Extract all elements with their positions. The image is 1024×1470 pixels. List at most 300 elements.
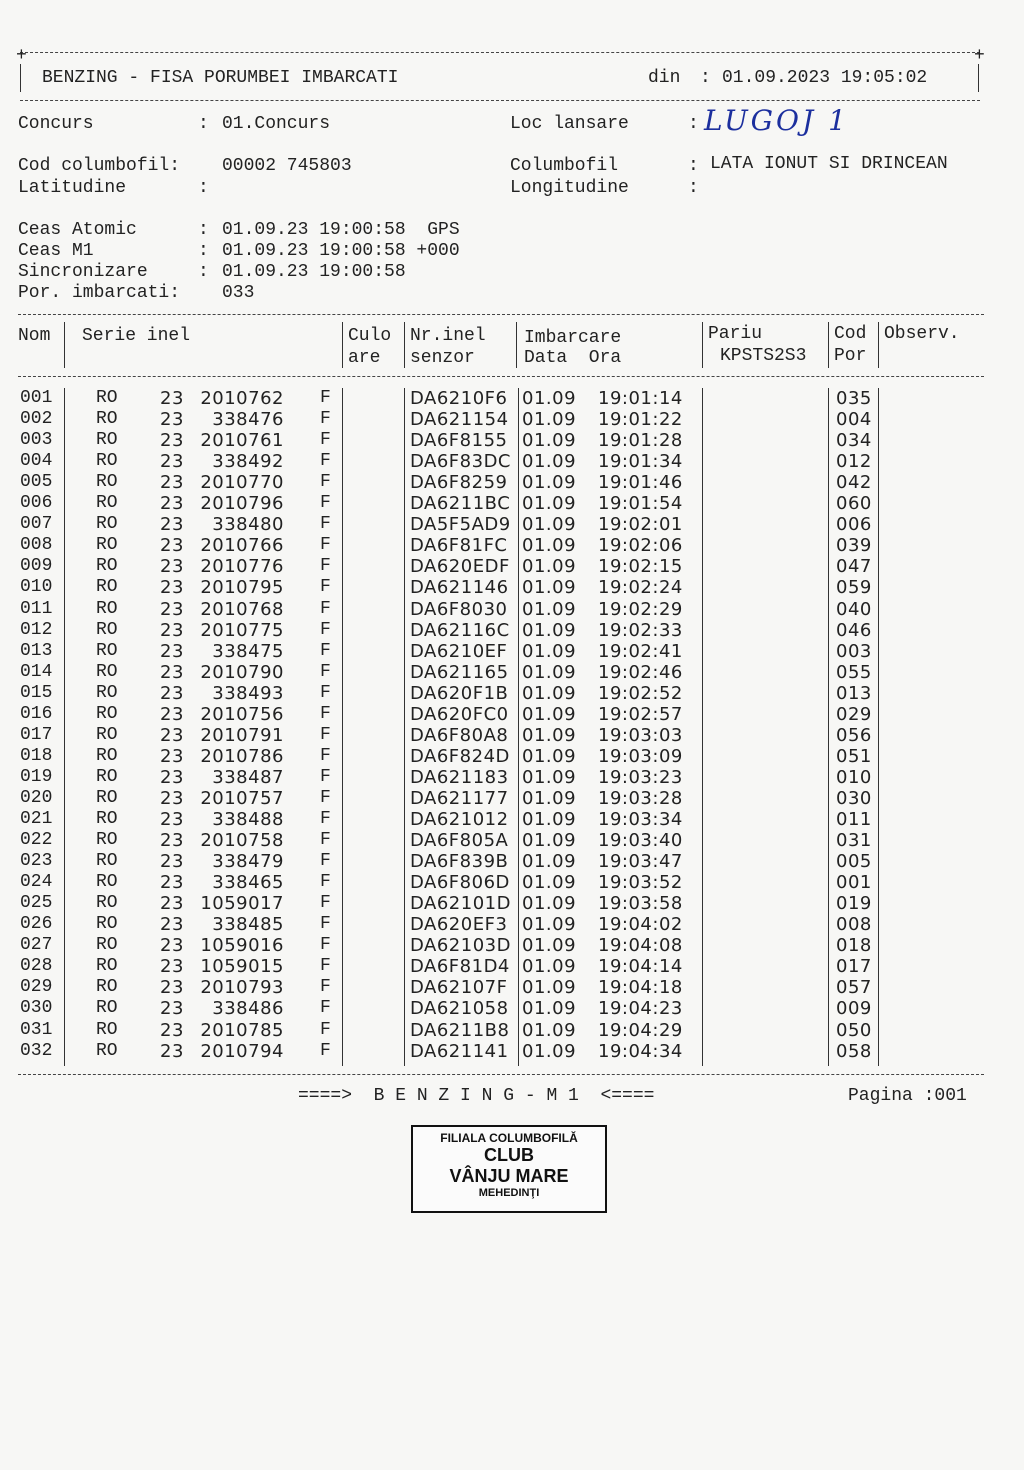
cell-nom: 029 — [20, 977, 53, 998]
th-observ: Observ. — [884, 324, 960, 344]
cell-country: RO — [96, 577, 118, 598]
table-top-rule — [18, 314, 984, 315]
cell-year: 23 — [160, 493, 184, 515]
columbofil-label: Columbofil — [510, 156, 619, 176]
cell-sensor: DA6211B8 — [410, 1019, 510, 1041]
col-sep — [828, 388, 829, 1066]
cell-cod: 019 — [836, 893, 872, 915]
footer-banner: ====> B E N Z I N G - M 1 <==== — [298, 1086, 655, 1106]
cell-ora: 19:03:34 — [598, 809, 683, 830]
cell-ora: 19:01:28 — [598, 430, 683, 452]
report-title: BENZING - FISA PORUMBEI IMBARCATI — [42, 68, 399, 88]
cell-nom: 010 — [20, 577, 53, 598]
cell-nom: 022 — [20, 830, 53, 851]
cell-ora: 19:02:33 — [598, 619, 683, 641]
cell-ora: 19:04:14 — [598, 956, 683, 978]
cell-sex: F — [320, 577, 331, 598]
cell-data: 01.09 — [522, 935, 577, 957]
cell-nom: 027 — [20, 935, 53, 956]
cell-year: 23 — [160, 598, 184, 620]
cell-cod: 004 — [836, 409, 872, 431]
cell-sex: F — [320, 787, 331, 808]
cell-data: 01.09 — [522, 724, 577, 746]
cell-sensor: DA621183 — [410, 766, 509, 788]
cell-country: RO — [96, 598, 118, 619]
cell-nom: 025 — [20, 893, 53, 914]
colon: : — [688, 178, 699, 198]
cell-ora: 19:02:15 — [598, 556, 683, 578]
cell-year: 23 — [160, 935, 184, 957]
cell-year: 23 — [160, 619, 184, 641]
cell-country: RO — [96, 956, 118, 977]
cell-year: 23 — [160, 703, 184, 725]
cell-sex: F — [320, 872, 331, 893]
col-sep — [404, 388, 405, 1066]
cell-nom: 024 — [20, 872, 53, 893]
cell-sex: F — [320, 619, 331, 640]
cell-country: RO — [96, 787, 118, 808]
cell-nom: 001 — [20, 388, 53, 408]
cell-ora: 19:04:02 — [598, 914, 683, 936]
cell-sensor: DA6F8155 — [410, 430, 508, 452]
loc-lansare-label: Loc lansare — [510, 114, 629, 134]
ceas-m1-value: 01.09.23 19:00:58 +000 — [222, 241, 460, 261]
cell-data: 01.09 — [522, 977, 577, 999]
col-sep — [828, 322, 829, 368]
cell-ring: 338487 — [212, 766, 284, 788]
cell-cod: 010 — [836, 766, 872, 788]
cell-nom: 008 — [20, 535, 53, 556]
cell-data: 01.09 — [522, 577, 577, 599]
cell-data: 01.09 — [522, 493, 577, 515]
cell-ora: 19:03:28 — [598, 787, 683, 809]
corner-plus: + — [16, 46, 27, 66]
cell-sensor: DA6F80A8 — [410, 724, 509, 746]
cell-sensor: DA621141 — [410, 1040, 509, 1062]
cell-data: 01.09 — [522, 598, 577, 620]
cell-data: 01.09 — [522, 745, 577, 767]
cell-country: RO — [96, 851, 118, 872]
cell-cod: 035 — [836, 388, 872, 409]
cell-sex: F — [320, 724, 331, 745]
cell-nom: 013 — [20, 640, 53, 661]
colon: : — [688, 114, 699, 134]
club-stamp — [411, 1125, 607, 1213]
cell-country: RO — [96, 935, 118, 956]
cell-country: RO — [96, 998, 118, 1019]
cell-nom: 009 — [20, 556, 53, 577]
cell-data: 01.09 — [522, 830, 577, 852]
cell-year: 23 — [160, 577, 184, 599]
cell-sensor: DA6F824D — [410, 745, 510, 767]
cell-ora: 19:01:34 — [598, 451, 683, 473]
cell-year: 23 — [160, 872, 184, 894]
cell-nom: 016 — [20, 703, 53, 724]
col-sep — [702, 388, 703, 1066]
cell-ring: 2010756 — [200, 703, 284, 725]
colon: : — [198, 262, 209, 282]
stamp-line-4: MEHEDINŢI — [478, 1187, 540, 1199]
cell-data: 01.09 — [522, 535, 577, 557]
cell-ora: 19:01:46 — [598, 472, 683, 494]
cell-sex: F — [320, 766, 331, 787]
cell-ring: 2010791 — [200, 724, 284, 746]
cell-ring: 2010757 — [200, 787, 284, 809]
cell-data: 01.09 — [522, 1019, 577, 1041]
cell-sex: F — [320, 809, 331, 829]
cell-year: 23 — [160, 998, 184, 1020]
cell-sensor: DA6F81FC — [410, 535, 508, 557]
col-sep — [516, 322, 517, 368]
cell-nom: 004 — [20, 451, 53, 472]
cell-country: RO — [96, 766, 118, 787]
cell-data: 01.09 — [522, 703, 577, 725]
cell-country: RO — [96, 514, 118, 535]
cell-data: 01.09 — [522, 556, 577, 578]
cell-ring: 2010762 — [200, 388, 284, 409]
cell-sensor: DA6211BC — [410, 493, 511, 515]
cell-ring: 2010766 — [200, 535, 284, 557]
cell-cod: 034 — [836, 430, 872, 452]
cell-data: 01.09 — [522, 787, 577, 809]
cell-ora: 19:04:08 — [598, 935, 683, 957]
cell-country: RO — [96, 703, 118, 724]
cell-sensor: DA620EDF — [410, 556, 510, 578]
cell-ora: 19:03:23 — [598, 766, 683, 788]
cell-year: 23 — [160, 893, 184, 915]
cell-cod: 018 — [836, 935, 872, 957]
cell-ora: 19:02:52 — [598, 682, 683, 704]
cell-sex: F — [320, 514, 331, 535]
cell-year: 23 — [160, 430, 184, 452]
table-bottom-rule — [18, 1074, 984, 1075]
cell-sensor: DA6F81D4 — [410, 956, 510, 978]
col-sep — [64, 322, 65, 368]
concurs-label: Concurs — [18, 114, 94, 134]
header-top-rule — [20, 52, 980, 53]
cell-country: RO — [96, 809, 118, 829]
cell-year: 23 — [160, 535, 184, 557]
table-header-rule — [18, 376, 984, 377]
cell-data: 01.09 — [522, 956, 577, 978]
cell-ora: 19:03:40 — [598, 830, 683, 852]
cell-ora: 19:02:06 — [598, 535, 683, 557]
cell-ring: 1059015 — [200, 956, 284, 978]
cell-cod: 012 — [836, 451, 872, 473]
th-pariu-2: KPSTS2S3 — [720, 346, 807, 366]
cell-ring: 2010770 — [200, 472, 284, 494]
cell-nom: 026 — [20, 914, 53, 935]
cell-data: 01.09 — [522, 682, 577, 704]
cell-ring: 2010785 — [200, 1019, 284, 1041]
page-number: Pagina :001 — [848, 1086, 967, 1106]
cell-ring: 2010796 — [200, 493, 284, 515]
colon: : — [198, 241, 209, 261]
cell-ora: 19:02:46 — [598, 661, 683, 683]
cell-data: 01.09 — [522, 998, 577, 1020]
cell-nom: 002 — [20, 409, 53, 430]
cell-sex: F — [320, 409, 331, 430]
cell-nom: 021 — [20, 809, 53, 829]
cell-cod: 039 — [836, 535, 872, 557]
cell-sensor: DA6F83DC — [410, 451, 511, 473]
cell-data: 01.09 — [522, 640, 577, 662]
cell-nom: 028 — [20, 956, 53, 977]
col-sep — [342, 322, 343, 368]
col-sep — [64, 388, 65, 1066]
cell-nom: 017 — [20, 724, 53, 745]
cell-ring: 2010794 — [200, 1040, 284, 1062]
cell-year: 23 — [160, 640, 184, 662]
cell-sensor: DA620F1B — [410, 682, 509, 704]
cell-ring: 338479 — [212, 851, 284, 873]
header-left-border — [20, 64, 21, 92]
th-culoare-2: are — [348, 348, 381, 368]
cell-country: RO — [96, 535, 118, 556]
cell-sensor: DA62116C — [410, 619, 510, 641]
cell-cod: 017 — [836, 956, 872, 978]
cell-ora: 19:02:57 — [598, 703, 683, 725]
cell-ora: 19:02:24 — [598, 577, 683, 599]
report-date: 01.09.2023 19:05:02 — [722, 68, 928, 88]
cell-data: 01.09 — [522, 472, 577, 494]
ceas-atomic-value: 01.09.23 19:00:58 GPS — [222, 220, 460, 240]
header-right-border — [978, 64, 979, 92]
cod-columbofil-label: Cod columbofil: — [18, 156, 181, 176]
cell-data: 01.09 — [522, 914, 577, 936]
cell-ring: 338492 — [212, 451, 284, 473]
cell-country: RO — [96, 556, 118, 577]
cell-sensor: DA6210EF — [410, 640, 508, 662]
cell-cod: 009 — [836, 998, 872, 1020]
cell-ora: 19:04:29 — [598, 1019, 683, 1041]
col-sep — [518, 388, 519, 1066]
cell-data: 01.09 — [522, 430, 577, 452]
cell-nom: 020 — [20, 787, 53, 808]
date-colon: : — [700, 68, 711, 88]
cell-sensor: DA620FC0 — [410, 703, 509, 725]
cell-sex: F — [320, 935, 331, 956]
colon: : — [198, 114, 209, 134]
cell-ring: 338475 — [212, 640, 284, 662]
cell-data: 01.09 — [522, 451, 577, 473]
cell-sensor: DA6F805A — [410, 830, 509, 852]
cell-sex: F — [320, 682, 331, 703]
stamp-line-1: FILIALA COLUMBOFILĂ — [440, 1131, 578, 1145]
cell-cod: 060 — [836, 493, 872, 515]
th-cod-2: Por — [834, 346, 867, 366]
cell-cod: 001 — [836, 872, 872, 894]
cell-cod: 042 — [836, 472, 872, 494]
cell-ora: 19:02:01 — [598, 514, 683, 536]
cell-ora: 19:01:22 — [598, 409, 683, 431]
cell-ring: 2010795 — [200, 577, 284, 599]
cell-nom: 018 — [20, 745, 53, 766]
cell-ring: 338480 — [212, 514, 284, 536]
th-nr-inel-1: Nr.inel — [410, 326, 486, 346]
ceas-atomic-label: Ceas Atomic — [18, 220, 137, 240]
cell-data: 01.09 — [522, 851, 577, 873]
cell-ring: 1059016 — [200, 935, 284, 957]
col-sep — [404, 322, 405, 368]
cell-country: RO — [96, 977, 118, 998]
cell-nom: 006 — [20, 493, 53, 514]
cell-cod: 030 — [836, 787, 872, 809]
cell-sensor: DA6F8030 — [410, 598, 508, 620]
cell-year: 23 — [160, 914, 184, 936]
cell-ring: 2010761 — [200, 430, 284, 452]
por-imbarcati-value: 033 — [222, 283, 255, 303]
cell-ora: 19:03:52 — [598, 872, 683, 894]
cell-data: 01.09 — [522, 514, 577, 536]
cell-nom: 031 — [20, 1019, 53, 1040]
cod-columbofil-value: 00002 745803 — [222, 156, 352, 176]
cell-data: 01.09 — [522, 893, 577, 915]
cell-year: 23 — [160, 514, 184, 536]
cell-cod: 046 — [836, 619, 872, 641]
cell-sex: F — [320, 998, 331, 1019]
sincronizare-value: 01.09.23 19:00:58 — [222, 262, 406, 282]
cell-year: 23 — [160, 409, 184, 431]
cell-sensor: DA621177 — [410, 787, 509, 809]
cell-sensor: DA621058 — [410, 998, 509, 1020]
cell-year: 23 — [160, 766, 184, 788]
cell-sensor: DA621165 — [410, 661, 509, 683]
cell-sex: F — [320, 493, 331, 514]
cell-sex: F — [320, 388, 331, 408]
cell-sex: F — [320, 556, 331, 577]
cell-year: 23 — [160, 1019, 184, 1041]
cell-sex: F — [320, 1019, 331, 1040]
cell-country: RO — [96, 1040, 118, 1061]
cell-sex: F — [320, 893, 331, 914]
stamp-line-3: VÂNJU MARE — [449, 1166, 569, 1186]
cell-cod: 055 — [836, 661, 872, 683]
cell-sex: F — [320, 1040, 331, 1061]
cell-cod: 040 — [836, 598, 872, 620]
cell-year: 23 — [160, 556, 184, 578]
cell-ring: 2010786 — [200, 745, 284, 767]
cell-cod: 056 — [836, 724, 872, 746]
cell-year: 23 — [160, 830, 184, 852]
cell-country: RO — [96, 619, 118, 640]
longitudine-label: Longitudine — [510, 178, 629, 198]
cell-sensor: DA6F8259 — [410, 472, 508, 494]
cell-sex: F — [320, 745, 331, 766]
cell-cod: 005 — [836, 851, 872, 873]
cell-sensor: DA62103D — [410, 935, 511, 957]
cell-data: 01.09 — [522, 872, 577, 894]
cell-country: RO — [96, 893, 118, 914]
cell-cod: 031 — [836, 830, 872, 852]
cell-year: 23 — [160, 745, 184, 767]
cell-sensor: DA6F839B — [410, 851, 509, 873]
cell-ring: 2010775 — [200, 619, 284, 641]
cell-sensor: DA6210F6 — [410, 388, 508, 409]
cell-sensor: DA621012 — [410, 809, 509, 830]
cell-year: 23 — [160, 956, 184, 978]
cell-sex: F — [320, 851, 331, 872]
sincronizare-label: Sincronizare — [18, 262, 148, 282]
cell-year: 23 — [160, 977, 184, 999]
cell-year: 23 — [160, 388, 184, 409]
cell-year: 23 — [160, 1040, 184, 1062]
cell-cod: 059 — [836, 577, 872, 599]
cell-sensor: DA62107F — [410, 977, 508, 999]
cell-year: 23 — [160, 851, 184, 873]
cell-ora: 19:04:18 — [598, 977, 683, 999]
cell-sex: F — [320, 451, 331, 472]
cell-cod: 006 — [836, 514, 872, 536]
cell-sex: F — [320, 535, 331, 556]
cell-sensor: DA620EF3 — [410, 914, 508, 936]
cell-cod: 008 — [836, 914, 872, 936]
col-sep — [878, 322, 879, 368]
cell-sex: F — [320, 472, 331, 493]
cell-sex: F — [320, 977, 331, 998]
cell-nom: 012 — [20, 619, 53, 640]
cell-cod: 029 — [836, 703, 872, 725]
cell-country: RO — [96, 724, 118, 745]
cell-cod: 057 — [836, 977, 872, 999]
th-culoare-1: Culo — [348, 326, 392, 346]
cell-sensor: DA621146 — [410, 577, 509, 599]
cell-nom: 003 — [20, 430, 53, 451]
col-sep — [342, 388, 343, 1066]
cell-ring: 2010758 — [200, 830, 284, 852]
cell-nom: 011 — [20, 598, 53, 619]
cell-country: RO — [96, 472, 118, 493]
cell-year: 23 — [160, 682, 184, 704]
cell-ring: 338465 — [212, 872, 284, 894]
th-pariu-1: Pariu — [708, 324, 763, 344]
cell-country: RO — [96, 388, 118, 408]
stamp-line-2: CLUB — [484, 1145, 534, 1165]
cell-sex: F — [320, 830, 331, 851]
cell-ora: 19:02:41 — [598, 640, 683, 662]
cell-country: RO — [96, 745, 118, 766]
cell-ring: 2010790 — [200, 661, 284, 683]
cell-ora: 19:04:34 — [598, 1040, 683, 1062]
cell-data: 01.09 — [522, 1040, 577, 1062]
cell-country: RO — [96, 830, 118, 851]
loc-lansare-handwritten: LUGOJ 1 — [704, 104, 849, 137]
cell-nom: 032 — [20, 1040, 53, 1061]
cell-sex: F — [320, 640, 331, 661]
col-sep — [878, 388, 879, 1066]
cell-ora: 19:03:58 — [598, 893, 683, 915]
cell-ora: 19:01:54 — [598, 493, 683, 515]
th-imbarcare-2: Data Ora — [524, 348, 622, 368]
cell-ring: 338493 — [212, 682, 284, 704]
colon: : — [688, 156, 699, 176]
cell-ring: 2010776 — [200, 556, 284, 578]
cell-ring: 338486 — [212, 998, 284, 1020]
por-imbarcati-label: Por. imbarcati: — [18, 283, 181, 303]
cell-cod: 050 — [836, 1019, 872, 1041]
cell-cod: 003 — [836, 640, 872, 662]
cell-year: 23 — [160, 787, 184, 809]
cell-sensor: DA6F806D — [410, 872, 510, 894]
cell-country: RO — [96, 640, 118, 661]
cell-ring: 2010793 — [200, 977, 284, 999]
cell-data: 01.09 — [522, 619, 577, 641]
cell-nom: 015 — [20, 682, 53, 703]
cell-ring: 1059017 — [200, 893, 284, 915]
cell-nom: 005 — [20, 472, 53, 493]
cell-ring: 338488 — [212, 809, 284, 830]
cell-sex: F — [320, 956, 331, 977]
